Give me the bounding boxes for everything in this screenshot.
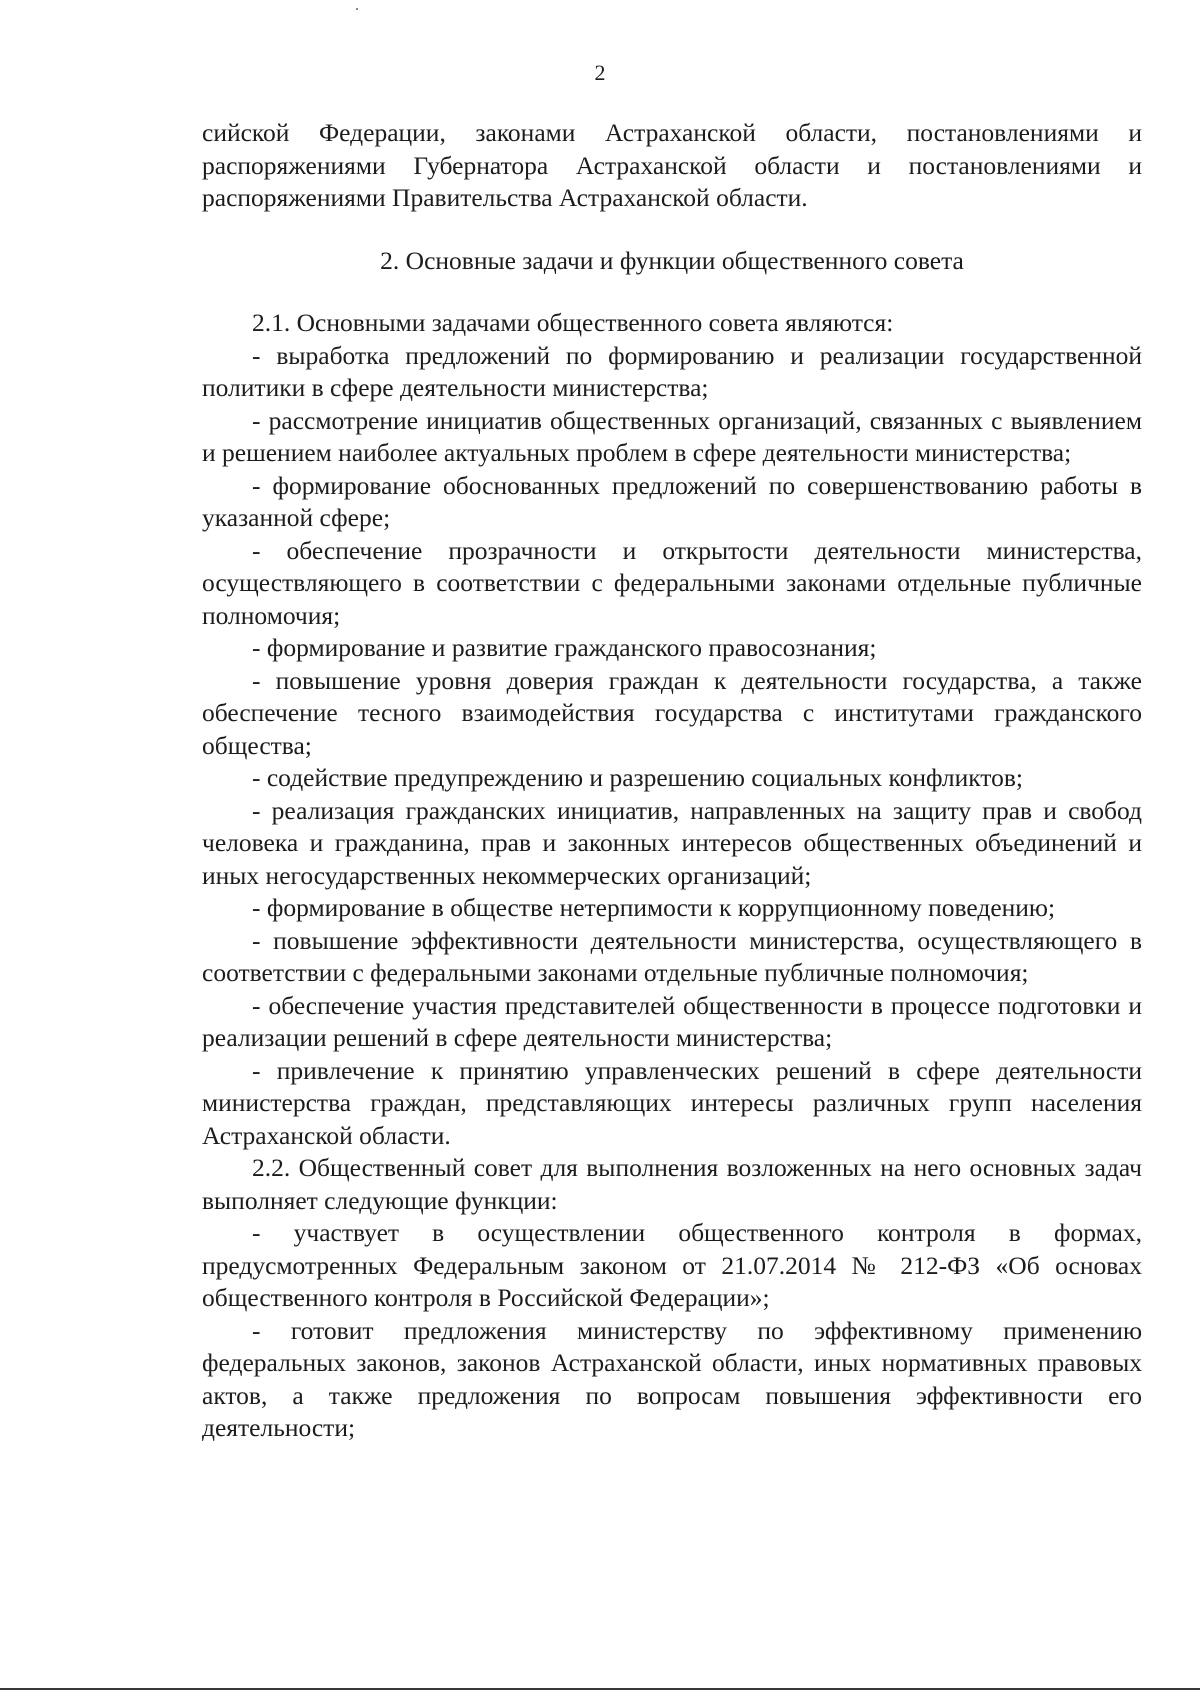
list-item: - повышение уровня доверия граждан к деятельности государства, а также обеспечение тесного взаимодействия государства с институтами гражданского общества; [202, 665, 1142, 760]
scan-edge-line [0, 1688, 1200, 1690]
list-item: - выработка предложений по формированию и реализации государственной политики в сфере деятельности министерства; [202, 340, 1142, 402]
list-item: - реализация гражданских инициатив, направленных на защиту прав и свобод человека и гражданина, прав и законных интересов общественных объединений и иных негосударственных некоммерческих организаций; [202, 795, 1142, 890]
paragraph: 2.2. Общественный совет для выполнения возложенных на него основных задач выполняет следующие функции: [202, 1153, 1142, 1215]
page-number: 2 [594, 60, 606, 85]
document-body [202, 117, 1142, 1445]
paragraph: 2.1. Основными задачами общественного совета являются: [252, 308, 894, 337]
list-item: - обеспечение прозрачности и открытости деятельности министерства, осуществляющего в соответствии с федеральными законами отдельные публичные полномочия; [202, 535, 1142, 630]
scan-artifact [356, 8, 358, 10]
section-heading: 2. Основные задачи и функции общественного совета [380, 245, 964, 275]
list-item: - участвует в осуществлении общественного контроля в формах, предусмотренных Федеральным законом от 21.07.2014 № 212-ФЗ «Об основах общественного контроля в Российской Федерации»; [202, 1218, 1142, 1312]
list-item: - рассмотрение инициатив общественных организаций, связанных с выявлением и решением наиболее актуальных проблем в сфере деятельности министерства; [202, 405, 1142, 467]
list-item: - повышение эффективности деятельности министерства, осуществляющего в соответствии с федеральными законами отдельные публичные полномочия; [202, 925, 1142, 987]
opening-paragraph: сийской Федерации, законами Астраханской области, постановлениями и распоряжениями Губернатора Астраханской области и постановлениями и распоряжениями Правительства Астраханской области. [202, 118, 1142, 212]
list-item: - формирование в обществе нетерпимости к коррупционному поведению; [252, 893, 1056, 922]
list-item: - готовит предложения министерству по эффективному применению федеральных законов, законов Астраханской области, иных нормативных правовых актов, а также предложения по вопросам повышения эффективности его деятельности; [202, 1315, 1142, 1442]
list-item: - содействие предупреждению и разрешению социальных конфликтов; [252, 763, 1023, 792]
list-item: - обеспечение участия представителей общественности в процессе подготовки и реализации решений в сфере деятельности министерства; [202, 990, 1142, 1052]
list-item: - формирование обоснованных предложений по совершенствованию работы в указанной сфере; [202, 470, 1142, 532]
list-item: - формирование и развитие гражданского правосознания; [252, 633, 877, 662]
list-item: - привлечение к принятию управленческих решений в сфере деятельности министерства граждан, представляющих интересы различных групп населения Астраханской области. [202, 1055, 1142, 1150]
